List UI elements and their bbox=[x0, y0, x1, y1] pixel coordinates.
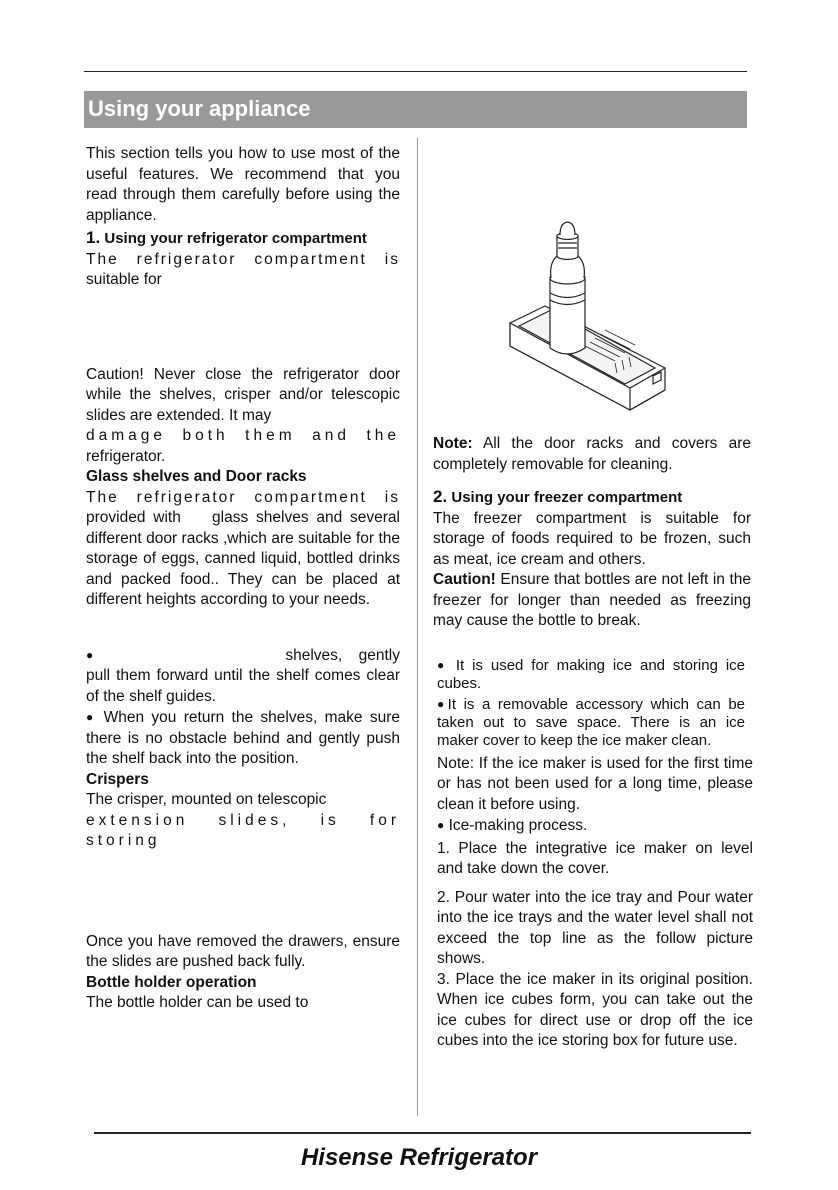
crispers-heading: Crispers bbox=[86, 770, 149, 788]
bottle-holder-text: The bottle holder can be used to bbox=[86, 994, 309, 1011]
shelves-bullet-1-text: shelves, gently bbox=[285, 646, 400, 664]
fridge-heading bbox=[86, 228, 400, 250]
bullet-icon: ● bbox=[86, 647, 106, 662]
left-column bbox=[86, 144, 405, 1014]
footer-brand: Hisense Refrigerator bbox=[300, 1144, 538, 1171]
drawers-paragraph: Once you have removed the drawers, ensure the slides are pushed back fully. bbox=[86, 932, 400, 970]
section-title: Using your appliance bbox=[88, 96, 311, 121]
freezer-caution bbox=[433, 570, 751, 632]
door-racks-note bbox=[433, 434, 751, 475]
shelves-bullet-2 bbox=[86, 707, 400, 770]
glass-text-line-1: The refrigerator compartment is bbox=[86, 488, 400, 506]
bullet-icon: ● bbox=[437, 818, 445, 832]
ice-bullet-2 bbox=[437, 695, 745, 750]
caution-spread-line: damage both them and the bbox=[86, 427, 400, 444]
freezer-heading-number: 2. bbox=[433, 487, 448, 506]
glass-text-paragraph: provided with glass shelves and several different door racks ,which are suitable for the storage of eggs, canned liquid, bottled drinks and packed food.. They can be placed at different heights according to your needs. bbox=[86, 509, 405, 608]
crispers-text-line-1: The crisper, mounted on telescopic bbox=[86, 791, 327, 808]
bullet-icon: ● bbox=[437, 657, 448, 672]
section-header-bar bbox=[84, 91, 747, 128]
freezer-caution-text: Ensure that bottles are not left in the freezer for longer than needed as freezing may cause the bottle to break. bbox=[433, 571, 751, 629]
bottle-holder-heading: Bottle holder operation bbox=[86, 973, 257, 991]
top-rule bbox=[84, 71, 747, 72]
freezer-paragraph: The freezer compartment is suitable for storage of foods required to be frozen, such as meat, ice cream and others. bbox=[433, 509, 751, 568]
intro-paragraph: This section tells you how to use most of the useful features. We recommend that you read through them carefully before using the appliance. bbox=[86, 145, 400, 224]
ice-bullet-2-text: It is a removable accessory which can be taken out to save space. There is an ice maker cover to keep the ice maker clean. bbox=[437, 695, 745, 749]
fridge-text-line-2: suitable for bbox=[86, 271, 162, 288]
shelves-bullet-1-cont: pull them forward until the shelf comes clear of the shelf guides. bbox=[86, 667, 400, 705]
caution-paragraph: Caution! Never close the refrigerator door while the shelves, crisper and/or telescopic slides are extended. It may bbox=[86, 365, 400, 424]
ice-step-3: 3. Place the ice maker in its original position. When ice cubes form, you can take out the ice cubes for direct use or drop off the ice cubes into the ice storing box for future use. bbox=[437, 970, 753, 1049]
freezer-heading bbox=[433, 487, 751, 509]
ice-maker-note: Note: If the ice maker is used for the first time or has not been used for a long time, please clean it before using. bbox=[437, 754, 753, 813]
freezer-heading-text: Using your freezer compartment bbox=[451, 489, 683, 506]
freezer-caution-label: Caution! bbox=[433, 571, 496, 588]
right-column bbox=[433, 434, 751, 1052]
crispers-text-line-2: extension slides, is for storing bbox=[86, 811, 400, 849]
fridge-heading-text: Using your refrigerator compartment bbox=[104, 230, 367, 247]
ice-process-text: Ice-making process. bbox=[448, 817, 588, 834]
shelves-bullet-2-text: When you return the shelves, make sure there is no obstacle behind and gently push the shelf back into the position. bbox=[86, 709, 400, 767]
bottom-rule bbox=[94, 1132, 751, 1134]
note-text: All the door racks and covers are completely removable for cleaning. bbox=[433, 435, 751, 473]
fridge-heading-number: 1. bbox=[86, 228, 101, 247]
ice-bullet-1 bbox=[437, 656, 745, 693]
column-divider bbox=[417, 138, 418, 1116]
caution-end: refrigerator. bbox=[86, 447, 166, 465]
ice-bullet-1-text: It is used for making ice and storing ice cubes. bbox=[437, 656, 746, 692]
bullet-icon: ● bbox=[86, 710, 97, 724]
fridge-text-line-1: The refrigerator compartment is bbox=[86, 250, 400, 268]
glass-shelves-heading: Glass shelves and Door racks bbox=[86, 468, 307, 485]
bottle-holder-illustration bbox=[505, 218, 670, 423]
ice-process bbox=[437, 815, 753, 837]
ice-step-1: 1. Place the integrative ice maker on level and take down the cover. bbox=[437, 839, 753, 877]
shelves-bullet-1 bbox=[86, 645, 400, 667]
bullet-icon: ● bbox=[437, 696, 448, 711]
note-label: Note: bbox=[433, 435, 473, 452]
ice-step-2: 2. Pour water into the ice tray and Pour water into the ice trays and the water level shall not exceed the top line as the follow picture shows. bbox=[437, 888, 753, 967]
